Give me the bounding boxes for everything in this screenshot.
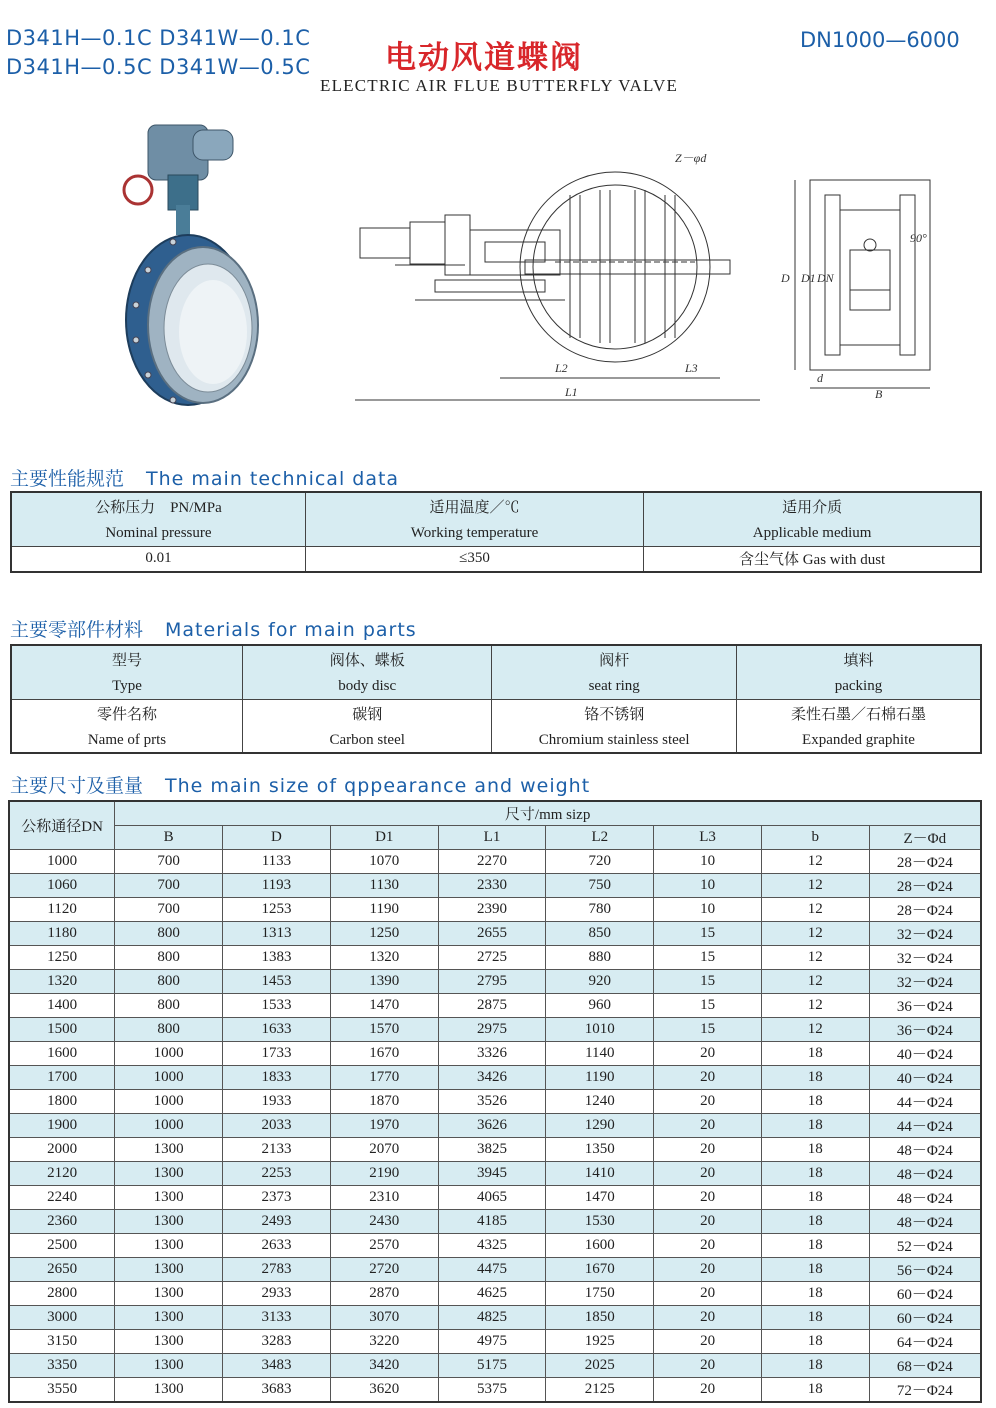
table-cell: 1300 <box>115 1330 223 1354</box>
dn-cell: 2000 <box>9 1138 115 1162</box>
table-cell: 32－Φ24 <box>869 946 981 970</box>
table-cell: 1533 <box>223 994 331 1018</box>
table-row <box>9 946 981 970</box>
table-cell: 4625 <box>438 1282 546 1306</box>
table-cell: 4825 <box>438 1306 546 1330</box>
dn-cell: 3350 <box>9 1354 115 1378</box>
table-cell: 1300 <box>115 1378 223 1403</box>
table-cell: 18 <box>761 1258 869 1282</box>
table-cell: 2270 <box>438 850 546 874</box>
dn-cell: 3000 <box>9 1306 115 1330</box>
section-title-technical <box>10 464 399 491</box>
table-cell: 18 <box>761 1186 869 1210</box>
table-cell: 1130 <box>330 874 438 898</box>
table-cell: 3526 <box>438 1090 546 1114</box>
table-cell: 2330 <box>438 874 546 898</box>
table-row <box>9 1042 981 1066</box>
table-cell: 1850 <box>546 1306 654 1330</box>
column-header: D1 <box>330 826 438 850</box>
table-cell: 28－Φ24 <box>869 874 981 898</box>
materials-header-cell: 阀杆 seat ring <box>492 645 737 699</box>
dimensions-table <box>8 800 982 1403</box>
size-group-header: 尺寸/mm sizp <box>115 801 981 826</box>
table-cell: 40－Φ24 <box>869 1066 981 1090</box>
dn-cell: 1900 <box>9 1114 115 1138</box>
table-cell: 2783 <box>223 1258 331 1282</box>
table-row <box>9 1306 981 1330</box>
technical-value-cell: ≤350 <box>305 546 643 572</box>
table-cell: 2025 <box>546 1354 654 1378</box>
table-cell: 3945 <box>438 1162 546 1186</box>
table-row <box>9 1066 981 1090</box>
table-cell: 3620 <box>330 1378 438 1403</box>
table-cell: 850 <box>546 922 654 946</box>
drawing-label-z-phi-d: Z－φd <box>675 151 707 165</box>
title-chinese: 电动风道蝶阀 <box>385 40 583 76</box>
table-cell: 20 <box>654 1354 762 1378</box>
materials-header-cell: 填料 packing <box>736 645 981 699</box>
technical-header-cell: 公称压力 PN/MPa Nominal pressure <box>11 492 305 546</box>
table-cell: 1833 <box>223 1066 331 1090</box>
table-cell: 2493 <box>223 1210 331 1234</box>
table-cell: 1570 <box>330 1018 438 1042</box>
table-cell: 3326 <box>438 1042 546 1066</box>
table-cell: 32－Φ24 <box>869 970 981 994</box>
table-cell: 800 <box>115 994 223 1018</box>
table-cell: 20 <box>654 1282 762 1306</box>
table-cell: 18 <box>761 1282 869 1306</box>
table-cell: 18 <box>761 1114 869 1138</box>
table-cell: 60－Φ24 <box>869 1282 981 1306</box>
table-row <box>9 970 981 994</box>
table-cell: 1190 <box>546 1066 654 1090</box>
table-cell: 3825 <box>438 1138 546 1162</box>
table-cell: 1600 <box>546 1234 654 1258</box>
table-cell: 2033 <box>223 1114 331 1138</box>
materials-value-cell: 零件名称 Name of prts <box>11 699 242 753</box>
table-cell: 1470 <box>546 1186 654 1210</box>
table-cell: 20 <box>654 1162 762 1186</box>
dn-cell: 2240 <box>9 1186 115 1210</box>
table-cell: 1670 <box>546 1258 654 1282</box>
table-cell: 1933 <box>223 1090 331 1114</box>
table-cell: 1320 <box>330 946 438 970</box>
section-title-materials-cn: 主要零部件材料 <box>10 619 144 641</box>
table-row <box>9 1210 981 1234</box>
dn-cell: 1180 <box>9 922 115 946</box>
table-cell: 20 <box>654 1042 762 1066</box>
table-cell: 10 <box>654 898 762 922</box>
table-cell: 2570 <box>330 1234 438 1258</box>
table-cell: 1300 <box>115 1258 223 1282</box>
dn-cell: 1700 <box>9 1066 115 1090</box>
table-cell: 60－Φ24 <box>869 1306 981 1330</box>
table-cell: 1300 <box>115 1306 223 1330</box>
table-cell: 1390 <box>330 970 438 994</box>
table-cell: 960 <box>546 994 654 1018</box>
dn-cell: 1000 <box>9 850 115 874</box>
table-cell: 20 <box>654 1138 762 1162</box>
technical-table <box>10 491 982 573</box>
table-cell: 20 <box>654 1090 762 1114</box>
table-cell: 1250 <box>330 922 438 946</box>
table-cell: 12 <box>761 898 869 922</box>
table-row <box>9 1186 981 1210</box>
table-cell: 44－Φ24 <box>869 1090 981 1114</box>
table-cell: 18 <box>761 1090 869 1114</box>
table-cell: 1410 <box>546 1162 654 1186</box>
table-cell: 1300 <box>115 1210 223 1234</box>
table-cell: 72－Φ24 <box>869 1378 981 1403</box>
table-cell: 2655 <box>438 922 546 946</box>
table-cell: 12 <box>761 850 869 874</box>
table-cell: 18 <box>761 1066 869 1090</box>
table-cell: 3483 <box>223 1354 331 1378</box>
dn-cell: 1500 <box>9 1018 115 1042</box>
table-cell: 2430 <box>330 1210 438 1234</box>
dn-cell: 2360 <box>9 1210 115 1234</box>
drawing-label-DN: DN <box>817 271 834 285</box>
table-cell: 2725 <box>438 946 546 970</box>
table-cell: 2373 <box>223 1186 331 1210</box>
table-row <box>9 874 981 898</box>
table-cell: 36－Φ24 <box>869 994 981 1018</box>
section-title-materials-en: Materials for main parts <box>165 619 417 641</box>
materials-table <box>10 644 982 754</box>
table-cell: 28－Φ24 <box>869 850 981 874</box>
table-cell: 18 <box>761 1210 869 1234</box>
table-row <box>9 1090 981 1114</box>
table-cell: 18 <box>761 1162 869 1186</box>
table-cell: 18 <box>761 1354 869 1378</box>
table-cell: 800 <box>115 922 223 946</box>
table-cell: 3626 <box>438 1114 546 1138</box>
table-cell: 1240 <box>546 1090 654 1114</box>
table-cell: 1770 <box>330 1066 438 1090</box>
table-row <box>9 1138 981 1162</box>
table-cell: 1070 <box>330 850 438 874</box>
materials-header-cell: 阀体、蝶板 body disc <box>242 645 491 699</box>
table-row <box>9 1354 981 1378</box>
table-cell: 1300 <box>115 1138 223 1162</box>
dn-cell: 1600 <box>9 1042 115 1066</box>
table-cell: 1313 <box>223 922 331 946</box>
table-row <box>9 1114 981 1138</box>
table-cell: 4185 <box>438 1210 546 1234</box>
dn-cell: 2650 <box>9 1258 115 1282</box>
table-cell: 2870 <box>330 1282 438 1306</box>
table-cell: 56－Φ24 <box>869 1258 981 1282</box>
column-header: b <box>761 826 869 850</box>
table-row <box>9 898 981 922</box>
table-cell: 3426 <box>438 1066 546 1090</box>
table-cell: 2190 <box>330 1162 438 1186</box>
drawing-label-angle: 90° <box>910 231 927 245</box>
dn-cell: 1400 <box>9 994 115 1018</box>
technical-value-cell: 0.01 <box>11 546 305 572</box>
table-cell: 20 <box>654 1210 762 1234</box>
table-cell: 12 <box>761 970 869 994</box>
technical-header-cell: 适用温度／℃ Working temperature <box>305 492 643 546</box>
table-cell: 1193 <box>223 874 331 898</box>
table-cell: 18 <box>761 1234 869 1258</box>
dn-cell: 3550 <box>9 1378 115 1403</box>
table-cell: 4325 <box>438 1234 546 1258</box>
table-row <box>9 1018 981 1042</box>
table-cell: 1870 <box>330 1090 438 1114</box>
table-cell: 48－Φ24 <box>869 1138 981 1162</box>
table-cell: 3133 <box>223 1306 331 1330</box>
model-numbers-line2: D341H—0.5C D341W—0.5C <box>6 55 311 79</box>
table-cell: 1010 <box>546 1018 654 1042</box>
dn-cell: 2800 <box>9 1282 115 1306</box>
table-cell: 2795 <box>438 970 546 994</box>
drawing-label-D1: D1 <box>801 271 816 285</box>
table-cell: 2975 <box>438 1018 546 1042</box>
section-title-technical-en: The main technical data <box>146 468 400 490</box>
materials-value-cell: 铬不锈钢 Chromium stainless steel <box>492 699 737 753</box>
table-cell: 15 <box>654 946 762 970</box>
table-cell: 1470 <box>330 994 438 1018</box>
table-row <box>9 1234 981 1258</box>
table-cell: 3220 <box>330 1330 438 1354</box>
table-cell: 1670 <box>330 1042 438 1066</box>
table-cell: 1633 <box>223 1018 331 1042</box>
table-cell: 2310 <box>330 1186 438 1210</box>
table-cell: 18 <box>761 1042 869 1066</box>
table-cell: 1000 <box>115 1042 223 1066</box>
table-cell: 18 <box>761 1138 869 1162</box>
table-cell: 18 <box>761 1306 869 1330</box>
dn-cell: 2120 <box>9 1162 115 1186</box>
table-cell: 1000 <box>115 1114 223 1138</box>
drawing-label-D: D <box>781 271 790 285</box>
table-cell: 20 <box>654 1330 762 1354</box>
table-cell: 920 <box>546 970 654 994</box>
table-cell: 1733 <box>223 1042 331 1066</box>
table-cell: 1190 <box>330 898 438 922</box>
table-row <box>9 1378 981 1403</box>
table-cell: 20 <box>654 1114 762 1138</box>
table-cell: 5375 <box>438 1378 546 1403</box>
table-cell: 4475 <box>438 1258 546 1282</box>
table-cell: 1925 <box>546 1330 654 1354</box>
dimensions-body <box>9 850 981 1403</box>
table-cell: 1300 <box>115 1186 223 1210</box>
table-cell: 1453 <box>223 970 331 994</box>
table-cell: 48－Φ24 <box>869 1210 981 1234</box>
column-header: L3 <box>654 826 762 850</box>
table-cell: 52－Φ24 <box>869 1234 981 1258</box>
dn-cell: 1060 <box>9 874 115 898</box>
table-cell: 20 <box>654 1066 762 1090</box>
title-english: ELECTRIC AIR FLUE BUTTERFLY VALVE <box>320 76 679 95</box>
materials-value-cell: 柔性石墨／石棉石墨 Expanded graphite <box>736 699 981 753</box>
table-cell: 36－Φ24 <box>869 1018 981 1042</box>
table-cell: 15 <box>654 922 762 946</box>
table-cell: 800 <box>115 970 223 994</box>
table-cell: 1300 <box>115 1162 223 1186</box>
table-row <box>9 922 981 946</box>
section-title-dimensions-cn: 主要尺寸及重量 <box>10 775 144 797</box>
table-cell: 800 <box>115 1018 223 1042</box>
table-cell: 5175 <box>438 1354 546 1378</box>
column-header: D <box>223 826 331 850</box>
table-cell: 18 <box>761 1330 869 1354</box>
table-cell: 3683 <box>223 1378 331 1403</box>
table-row <box>9 1282 981 1306</box>
technical-value-cell: 含尘气体 Gas with dust <box>644 546 981 572</box>
column-header: L1 <box>438 826 546 850</box>
dn-cell: 2500 <box>9 1234 115 1258</box>
table-cell: 20 <box>654 1378 762 1403</box>
drawing-label-L2: L2 <box>555 361 568 375</box>
table-row <box>9 1258 981 1282</box>
dn-cell: 1800 <box>9 1090 115 1114</box>
table-cell: 2633 <box>223 1234 331 1258</box>
table-cell: 1300 <box>115 1354 223 1378</box>
section-title-materials <box>10 615 417 642</box>
table-cell: 12 <box>761 1018 869 1042</box>
table-cell: 1350 <box>546 1138 654 1162</box>
column-header: B <box>115 826 223 850</box>
table-cell: 780 <box>546 898 654 922</box>
table-cell: 2070 <box>330 1138 438 1162</box>
column-header: L2 <box>546 826 654 850</box>
table-cell: 800 <box>115 946 223 970</box>
table-cell: 20 <box>654 1186 762 1210</box>
table-cell: 1000 <box>115 1066 223 1090</box>
column-header: Z－Φd <box>869 826 981 850</box>
table-cell: 2125 <box>546 1378 654 1403</box>
table-cell: 880 <box>546 946 654 970</box>
materials-header-cell: 型号 Type <box>11 645 242 699</box>
table-cell: 720 <box>546 850 654 874</box>
table-cell: 700 <box>115 874 223 898</box>
table-cell: 4065 <box>438 1186 546 1210</box>
technical-header-cell: 适用介质 Applicable medium <box>644 492 981 546</box>
table-cell: 15 <box>654 970 762 994</box>
dn-cell: 1320 <box>9 970 115 994</box>
dn-cell: 1120 <box>9 898 115 922</box>
table-cell: 68－Φ24 <box>869 1354 981 1378</box>
table-cell: 20 <box>654 1306 762 1330</box>
table-cell: 32－Φ24 <box>869 922 981 946</box>
table-cell: 15 <box>654 994 762 1018</box>
table-cell: 2933 <box>223 1282 331 1306</box>
table-cell: 15 <box>654 1018 762 1042</box>
drawing-label-d: d <box>817 371 823 385</box>
table-cell: 2253 <box>223 1162 331 1186</box>
table-cell: 2133 <box>223 1138 331 1162</box>
table-cell: 1253 <box>223 898 331 922</box>
table-cell: 10 <box>654 874 762 898</box>
table-cell: 1290 <box>546 1114 654 1138</box>
model-numbers-line1: D341H—0.1C D341W—0.1C <box>6 26 311 50</box>
table-cell: 1000 <box>115 1090 223 1114</box>
table-cell: 2875 <box>438 994 546 1018</box>
table-cell: 20 <box>654 1234 762 1258</box>
table-cell: 20 <box>654 1258 762 1282</box>
table-cell: 40－Φ24 <box>869 1042 981 1066</box>
drawing-label-B: B <box>875 387 883 401</box>
table-cell: 1133 <box>223 850 331 874</box>
table-cell: 1970 <box>330 1114 438 1138</box>
table-cell: 12 <box>761 946 869 970</box>
dn-cell: 1250 <box>9 946 115 970</box>
dn-header: 公称通径DN <box>9 801 115 850</box>
table-row <box>9 1162 981 1186</box>
table-cell: 1300 <box>115 1234 223 1258</box>
valve-drawing <box>355 150 945 415</box>
section-title-dimensions <box>10 771 590 798</box>
table-cell: 700 <box>115 850 223 874</box>
dn-cell: 3150 <box>9 1330 115 1354</box>
materials-value-cell: 碳钢 Carbon steel <box>242 699 491 753</box>
table-cell: 1300 <box>115 1282 223 1306</box>
table-cell: 64－Φ24 <box>869 1330 981 1354</box>
section-title-dimensions-en: The main size of qppearance and weight <box>165 775 591 797</box>
table-cell: 3283 <box>223 1330 331 1354</box>
table-cell: 10 <box>654 850 762 874</box>
table-row <box>9 850 981 874</box>
table-cell: 3070 <box>330 1306 438 1330</box>
table-cell: 12 <box>761 922 869 946</box>
table-cell: 1530 <box>546 1210 654 1234</box>
table-cell: 48－Φ24 <box>869 1186 981 1210</box>
table-cell: 4975 <box>438 1330 546 1354</box>
table-cell: 750 <box>546 874 654 898</box>
table-cell: 12 <box>761 874 869 898</box>
table-cell: 12 <box>761 994 869 1018</box>
table-row <box>9 1330 981 1354</box>
drawing-label-L1: L1 <box>565 385 578 399</box>
table-cell: 700 <box>115 898 223 922</box>
table-cell: 28－Φ24 <box>869 898 981 922</box>
section-title-technical-cn: 主要性能规范 <box>10 468 125 490</box>
table-cell: 48－Φ24 <box>869 1162 981 1186</box>
table-cell: 44－Φ24 <box>869 1114 981 1138</box>
table-row <box>9 994 981 1018</box>
table-cell: 2720 <box>330 1258 438 1282</box>
table-cell: 1383 <box>223 946 331 970</box>
valve-photo <box>118 120 268 410</box>
drawing-label-L3: L3 <box>685 361 698 375</box>
table-cell: 1140 <box>546 1042 654 1066</box>
table-cell: 2390 <box>438 898 546 922</box>
table-cell: 1750 <box>546 1282 654 1306</box>
table-cell: 18 <box>761 1378 869 1403</box>
size-range: DN1000—6000 <box>800 28 960 52</box>
table-cell: 3420 <box>330 1354 438 1378</box>
